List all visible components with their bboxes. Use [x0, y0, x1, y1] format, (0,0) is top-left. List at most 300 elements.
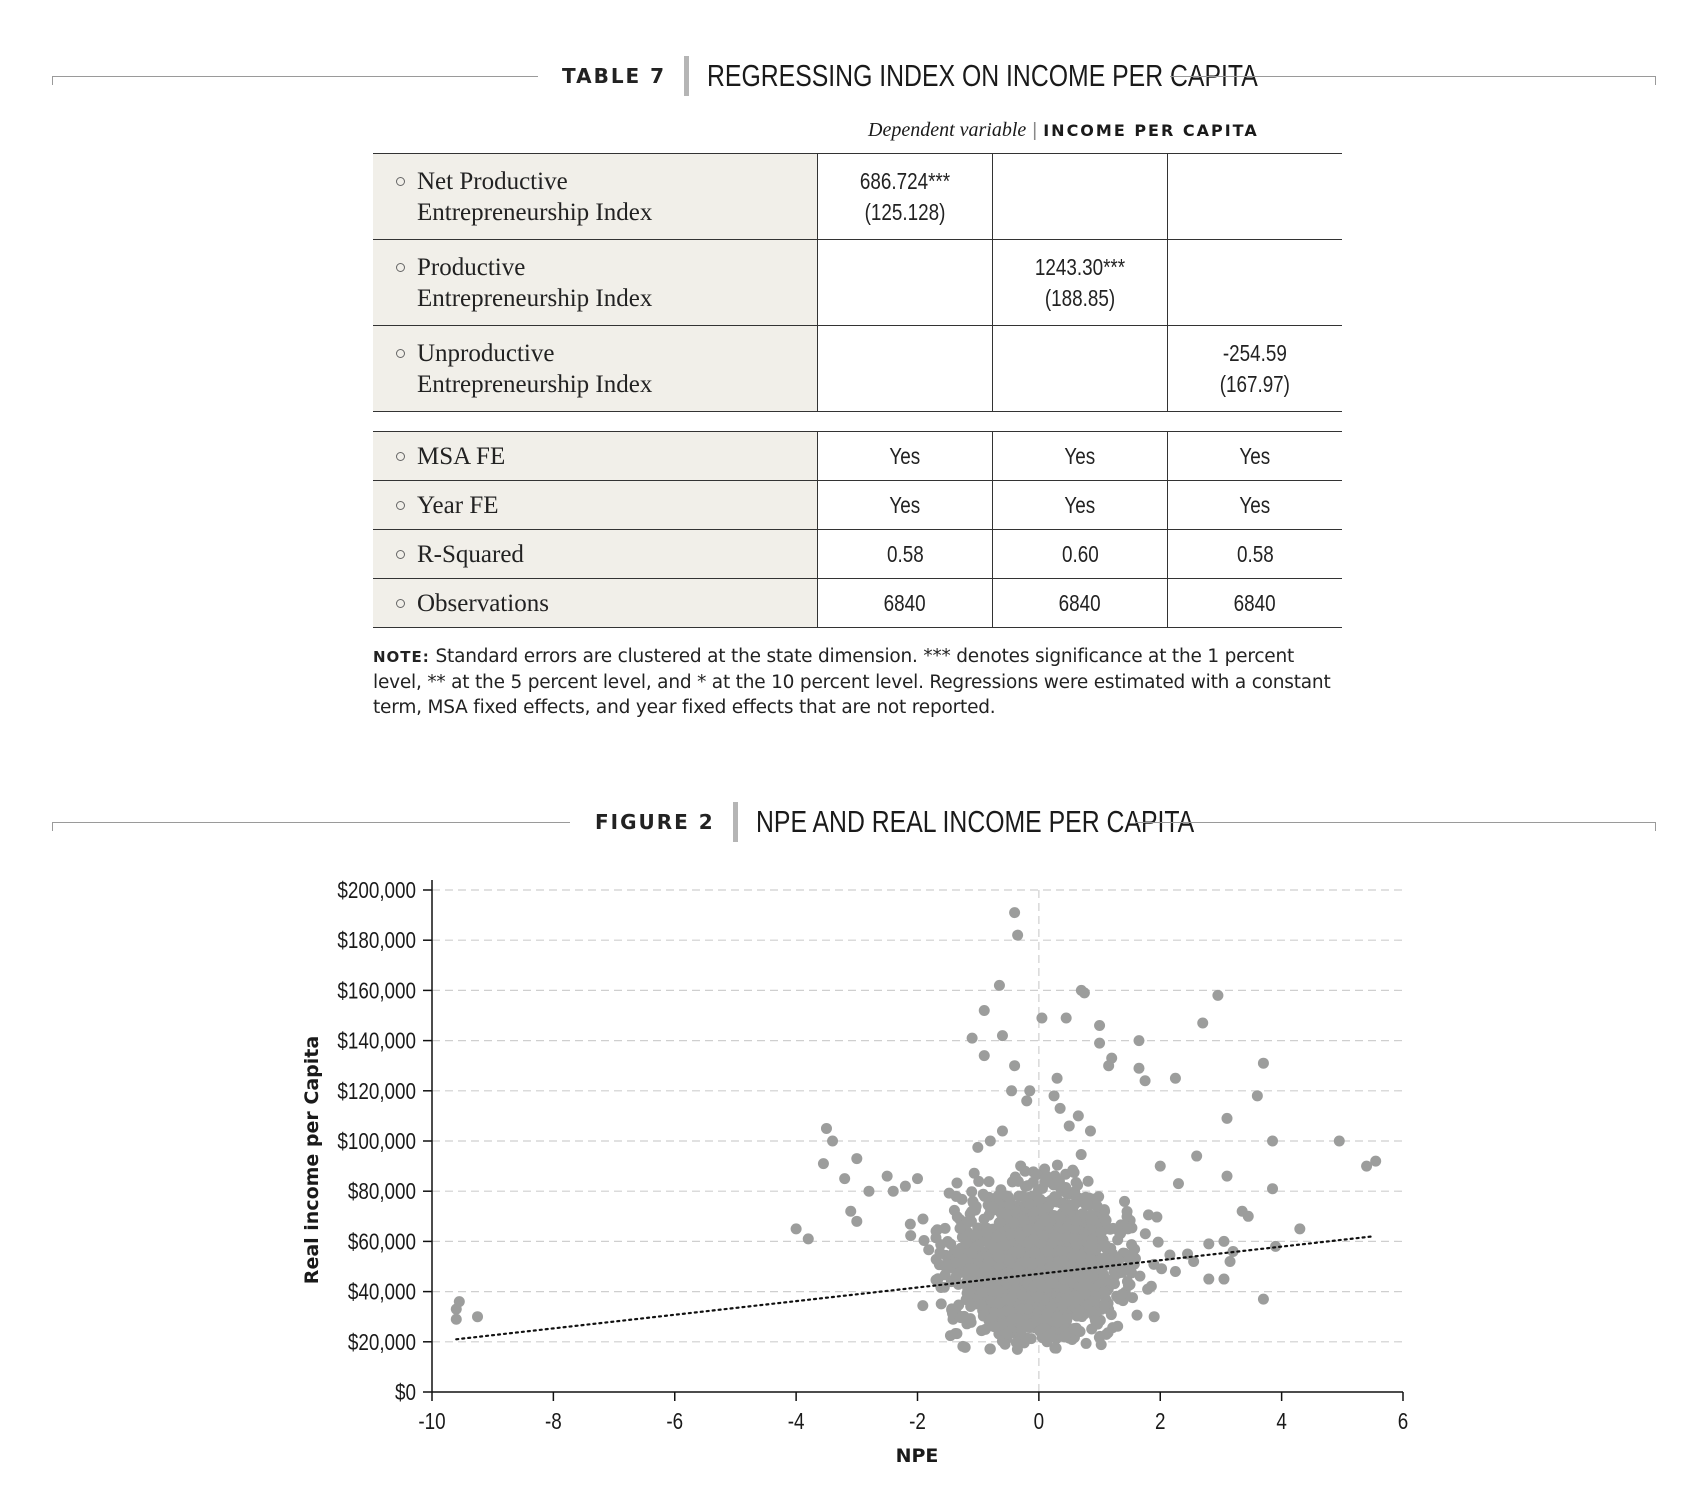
scatter-point [983, 1200, 994, 1211]
scatter-point [961, 1237, 972, 1248]
scatter-point [1107, 1249, 1118, 1260]
scatter-point [1043, 1224, 1054, 1235]
scatter-point [1115, 1228, 1126, 1239]
scatter-point [1025, 1285, 1036, 1296]
scatter-point [1022, 1281, 1033, 1292]
row-label-line1: Net Productive [417, 167, 568, 195]
scatter-point [1066, 1252, 1077, 1263]
scatter-point [998, 1216, 1009, 1227]
scatter-point [1023, 1249, 1034, 1260]
scatter-point [1045, 1256, 1056, 1267]
scatter-point [1063, 1249, 1074, 1260]
scatter-point [980, 1265, 991, 1276]
scatter-point [995, 1297, 1006, 1308]
scatter-point [1011, 1283, 1022, 1294]
scatter-point [1050, 1272, 1061, 1283]
dependent-variable-label: Dependent variable [868, 119, 1027, 141]
scatter-point [1014, 1266, 1025, 1277]
scatter-point [1098, 1300, 1109, 1311]
scatter-point [1013, 1261, 1024, 1272]
scatter-point [1029, 1269, 1040, 1280]
scatter-point [1010, 1274, 1021, 1285]
scatter-point [995, 1236, 1006, 1247]
scatter-point [1031, 1273, 1042, 1284]
scatter-point [1014, 1247, 1025, 1258]
scatter-point [1014, 1264, 1025, 1275]
scatter-point [1045, 1263, 1056, 1274]
scatter-point [1008, 1237, 1019, 1248]
scatter-point [1068, 1280, 1079, 1291]
scatter-point [1018, 1214, 1029, 1225]
scatter-point [1054, 1182, 1065, 1193]
scatter-point [1021, 1257, 1032, 1268]
row-label-line1: Unproductive [417, 339, 555, 367]
scatter-point [1370, 1156, 1381, 1167]
scatter-point [1002, 1318, 1013, 1329]
scatter-point [1065, 1258, 1076, 1269]
scatter-point [1063, 1221, 1074, 1232]
scatter-point [1044, 1230, 1055, 1241]
scatter-point [1044, 1271, 1055, 1282]
scatter-point [999, 1229, 1010, 1240]
scatter-point [1018, 1285, 1029, 1296]
scatter-point [1082, 1211, 1093, 1222]
scatter-point [863, 1186, 874, 1197]
scatter-point [1017, 1212, 1028, 1223]
scatter-point [997, 1220, 1008, 1231]
scatter-point [1085, 1252, 1096, 1263]
scatter-point [1083, 1253, 1094, 1264]
scatter-point [1076, 1238, 1087, 1249]
scatter-point [1076, 985, 1087, 996]
scatter-point [1099, 1300, 1110, 1311]
scatter-point [1007, 1233, 1018, 1244]
scatter-point [1072, 1256, 1083, 1267]
scatter-point [965, 1301, 976, 1312]
scatter-point [1061, 1312, 1072, 1323]
scatter-point [996, 1220, 1007, 1231]
scatter-point [1062, 1278, 1073, 1289]
scatter-point [989, 1292, 1000, 1303]
scatter-point [1103, 1298, 1114, 1309]
scatter-point [957, 1341, 968, 1352]
scatter-point [996, 1235, 1007, 1246]
scatter-point [1072, 1288, 1083, 1299]
standard-error: (167.97) [1219, 370, 1291, 397]
scatter-point [1024, 1308, 1035, 1319]
scatter-point [1041, 1291, 1052, 1302]
scatter-point [1063, 1236, 1074, 1247]
scatter-point [1021, 1253, 1032, 1264]
scatter-point [1027, 1268, 1038, 1279]
scatter-point [1087, 1234, 1098, 1245]
scatter-point [1062, 1271, 1073, 1282]
scatter-point [1074, 1279, 1085, 1290]
scatter-point [1096, 1339, 1107, 1350]
scatter-point [1011, 1324, 1022, 1335]
scatter-point [1015, 1216, 1026, 1227]
scatter-point [1016, 1326, 1027, 1337]
scatter-point [1097, 1254, 1108, 1265]
scatter-point [970, 1205, 981, 1216]
scatter-point [1023, 1257, 1034, 1268]
scatter-point [1021, 1095, 1032, 1106]
scatter-point [1019, 1249, 1030, 1260]
scatter-point [1028, 1317, 1039, 1328]
scatter-point [1043, 1221, 1054, 1232]
scatter-point [1203, 1238, 1214, 1249]
scatter-point [1170, 1073, 1181, 1084]
scatter-point [997, 1243, 1008, 1254]
table-note [373, 644, 1333, 720]
scatter-point [1032, 1280, 1043, 1291]
scatter-point [1018, 1252, 1029, 1263]
scatter-point [1164, 1249, 1175, 1260]
scatter-point [955, 1312, 966, 1323]
scatter-point [1058, 1267, 1069, 1278]
scatter-point [454, 1296, 465, 1307]
scatter-point [1013, 1268, 1024, 1279]
scatter-point [1042, 1253, 1053, 1264]
scatter-point [976, 1293, 987, 1304]
scatter-point [1094, 1229, 1105, 1240]
scatter-point [1027, 1286, 1038, 1297]
scatter-point [1006, 1277, 1017, 1288]
scatter-point [1028, 1246, 1039, 1257]
scatter-point [1061, 1281, 1072, 1292]
scatter-point [1005, 1255, 1016, 1266]
scatter-point [1009, 1262, 1020, 1273]
scatter-point [1075, 1250, 1086, 1261]
scatter-point [1081, 1338, 1092, 1349]
scatter-point [1089, 1297, 1100, 1308]
scatter-point [964, 1242, 975, 1253]
scatter-point [1091, 1311, 1102, 1322]
scatter-point [1057, 1219, 1068, 1230]
scatter-point [935, 1239, 946, 1250]
scatter-point [1058, 1282, 1069, 1293]
scatter-point [1007, 1313, 1018, 1324]
scatter-point [1037, 1255, 1048, 1266]
scatter-point [1008, 1224, 1019, 1235]
scatter-point [951, 1178, 962, 1189]
scatter-point [1048, 1212, 1059, 1223]
scatter-point [1014, 1257, 1025, 1268]
scatter-point [1042, 1244, 1053, 1255]
scatter-point [1097, 1268, 1108, 1279]
scatter-point [1079, 1234, 1090, 1245]
scatter-point [1055, 1212, 1066, 1223]
scatter-point [1034, 1272, 1045, 1283]
scatter-point [1024, 1211, 1035, 1222]
scatter-point [1042, 1318, 1053, 1329]
scatter-point [1060, 1239, 1071, 1250]
scatter-point [1081, 1276, 1092, 1287]
scatter-point [1033, 1272, 1044, 1283]
scatter-point [917, 1213, 928, 1224]
scatter-point [1025, 1274, 1036, 1285]
scatter-point [1023, 1281, 1034, 1292]
scatter-point [1035, 1283, 1046, 1294]
scatter-point [1052, 1253, 1063, 1264]
scatter-point [1034, 1256, 1045, 1267]
scatter-point [1035, 1294, 1046, 1305]
scatter-point [1005, 1275, 1016, 1286]
scatter-point [1134, 1271, 1145, 1282]
scatter-point [1026, 1241, 1037, 1252]
scatter-point [1049, 1213, 1060, 1224]
scatter-point [1036, 1200, 1047, 1211]
scatter-point [1065, 1238, 1076, 1249]
scatter-point [1085, 1125, 1096, 1136]
scatter-point [999, 1223, 1010, 1234]
scatter-point [1062, 1271, 1073, 1282]
scatter-point [997, 1298, 1008, 1309]
scatter-point [1009, 1060, 1020, 1071]
scatter-point [1088, 1261, 1099, 1272]
scatter-point [1047, 1238, 1058, 1249]
scatter-point [1026, 1312, 1037, 1323]
scatter-point [1086, 1288, 1097, 1299]
scatter-point [1040, 1313, 1051, 1324]
scatter-point [1051, 1284, 1062, 1295]
scatter-point [1058, 1283, 1069, 1294]
scatter-point [1078, 1260, 1089, 1271]
scatter-point [1093, 1218, 1104, 1229]
scatter-point [997, 1245, 1008, 1256]
scatter-point [1016, 1249, 1027, 1260]
scatter-point [1074, 1235, 1085, 1246]
scatter-point [1028, 1226, 1039, 1237]
scatter-point [1034, 1266, 1045, 1277]
scatter-point [1023, 1247, 1034, 1258]
y-tick-label: $80,000 [347, 1179, 416, 1205]
scatter-point [1088, 1214, 1099, 1225]
scatter-point [1012, 930, 1023, 941]
scatter-point [1085, 1266, 1096, 1277]
scatter-point [1066, 1279, 1077, 1290]
scatter-point [1072, 1197, 1083, 1208]
scatter-point [1028, 1234, 1039, 1245]
scatter-point [1045, 1266, 1056, 1277]
scatter-point [1066, 1239, 1077, 1250]
scatter-point [1051, 1273, 1062, 1284]
scatter-point [1011, 1337, 1022, 1348]
scatter-point [1064, 1120, 1075, 1131]
scatter-point [1052, 1223, 1063, 1234]
scatter-point [1018, 1256, 1029, 1267]
scatter-point [1072, 1255, 1083, 1266]
scatter-point [1059, 1276, 1070, 1287]
scatter-point [1067, 1261, 1078, 1272]
scatter-point [1031, 1228, 1042, 1239]
scatter-point [1059, 1291, 1070, 1302]
scatter-point [999, 1335, 1010, 1346]
scatter-point [1203, 1274, 1214, 1285]
scatter-point [1030, 1197, 1041, 1208]
scatter-point [1004, 1258, 1015, 1269]
scatter-point [981, 1236, 992, 1247]
scatter-point [1037, 1270, 1048, 1281]
scatter-point [1050, 1292, 1061, 1303]
scatter-point [1025, 1259, 1036, 1270]
scatter-point [1048, 1277, 1059, 1288]
scatter-point [1086, 1306, 1097, 1317]
scatter-point [989, 1298, 1000, 1309]
scatter-point [1009, 1254, 1020, 1265]
stat-value: Yes [1064, 442, 1096, 469]
scatter-point [932, 1224, 943, 1235]
scatter-point [1014, 1227, 1025, 1238]
scatter-point [912, 1173, 923, 1184]
scatter-point [1004, 1246, 1015, 1257]
scatter-point [1066, 1262, 1077, 1273]
scatter-point [1117, 1251, 1128, 1262]
scatter-point [1058, 1272, 1069, 1283]
scatter-point [1069, 1307, 1080, 1318]
scatter-point [1049, 1231, 1060, 1242]
scatter-point [1151, 1212, 1162, 1223]
scatter-point [1035, 1281, 1046, 1292]
scatter-point [1044, 1258, 1055, 1269]
scatter-point [1054, 1263, 1065, 1274]
scatter-point [1007, 1236, 1018, 1247]
scatter-point [1029, 1241, 1040, 1252]
scatter-point [1061, 1013, 1072, 1024]
scatter-point [996, 1266, 1007, 1277]
scatter-point [983, 1192, 994, 1203]
scatter-point [1014, 1265, 1025, 1276]
scatter-point [952, 1247, 963, 1258]
scatter-point [1058, 1234, 1069, 1245]
scatter-point [1051, 1265, 1062, 1276]
scatter-point [1066, 1259, 1077, 1270]
scatter-point [1063, 1268, 1074, 1279]
scatter-point [1058, 1268, 1069, 1279]
scatter-point [1048, 1257, 1059, 1268]
scatter-point [1073, 1245, 1084, 1256]
scatter-point [1031, 1271, 1042, 1282]
coefficient-cell [1168, 154, 1343, 240]
scatter-point [1046, 1251, 1057, 1262]
scatter-point [1057, 1276, 1068, 1287]
scatter-point [1044, 1269, 1055, 1280]
scatter-point [1008, 1205, 1019, 1216]
scatter-point [1042, 1247, 1053, 1258]
scatter-point [1045, 1286, 1056, 1297]
scatter-point [981, 1252, 992, 1263]
scatter-point [1087, 1241, 1098, 1252]
scatter-point [1040, 1300, 1051, 1311]
scatter-point [1034, 1252, 1045, 1263]
scatter-point [1010, 1279, 1021, 1290]
scatter-point [1082, 1239, 1093, 1250]
scatter-point [1030, 1293, 1041, 1304]
scatter-point [1039, 1163, 1050, 1174]
scatter-point [1063, 1256, 1074, 1267]
scatter-point [965, 1298, 976, 1309]
scatter-point [989, 1245, 1000, 1256]
scatter-point [1069, 1332, 1080, 1343]
scatter-point [1068, 1290, 1079, 1301]
scatter-point [1024, 1270, 1035, 1281]
scatter-point [992, 1283, 1003, 1294]
scatter-point [1011, 1286, 1022, 1297]
scatter-point [1054, 1240, 1065, 1251]
scatter-point [1052, 1271, 1063, 1282]
scatter-point [931, 1274, 942, 1285]
scatter-point [1006, 1266, 1017, 1277]
scatter-point [1005, 1267, 1016, 1278]
scatter-point [965, 1252, 976, 1263]
scatter-point [1103, 1327, 1114, 1338]
scatter-point [1063, 1256, 1074, 1267]
scatter-point [1055, 1282, 1066, 1293]
scatter-point [1066, 1309, 1077, 1320]
scatter-point [1036, 1205, 1047, 1216]
header-rule-right [1136, 822, 1656, 823]
scatter-point [1081, 1259, 1092, 1270]
scatter-point [1074, 1255, 1085, 1266]
scatter-point [1033, 1250, 1044, 1261]
scatter-point [1045, 1269, 1056, 1280]
scatter-point [1044, 1250, 1055, 1261]
coefficient-cell [993, 240, 1168, 326]
scatter-point [1070, 1266, 1081, 1277]
scatter-point [1059, 1274, 1070, 1285]
scatter-point [988, 1229, 999, 1240]
scatter-point [1044, 1241, 1055, 1252]
scatter-point [1031, 1250, 1042, 1261]
scatter-point [1047, 1321, 1058, 1332]
scatter-point [1006, 1230, 1017, 1241]
scatter-point [1065, 1299, 1076, 1310]
scatter-point [977, 1305, 988, 1316]
scatter-point [1006, 1239, 1017, 1250]
scatter-point [1035, 1280, 1046, 1291]
scatter-point [1042, 1245, 1053, 1256]
scatter-point [1080, 1267, 1091, 1278]
scatter-point [971, 1258, 982, 1269]
scatter-point [1104, 1243, 1115, 1254]
scatter-point [1015, 1249, 1026, 1260]
scatter-point [1021, 1248, 1032, 1259]
scatter-point [1071, 1294, 1082, 1305]
scatter-point [1153, 1237, 1164, 1248]
scatter-point [1030, 1272, 1041, 1283]
scatter-point [1036, 1292, 1047, 1303]
scatter-point [1016, 1260, 1027, 1271]
scatter-point [986, 1313, 997, 1324]
scatter-point [1012, 1201, 1023, 1212]
scatter-point [1055, 1265, 1066, 1276]
scatter-point [1073, 1286, 1084, 1297]
scatter-point [1060, 1296, 1071, 1307]
scatter-point [943, 1257, 954, 1268]
scatter-point [1054, 1243, 1065, 1254]
scatter-point [971, 1201, 982, 1212]
scatter-point [1173, 1178, 1184, 1189]
scatter-point [1252, 1090, 1263, 1101]
scatter-point [1094, 1210, 1105, 1221]
scatter-point [1054, 1270, 1065, 1281]
scatter-point [1025, 1288, 1036, 1299]
scatter-point [1020, 1200, 1031, 1211]
scatter-point [1022, 1211, 1033, 1222]
scatter-point [1030, 1263, 1041, 1274]
scatter-point [966, 1216, 977, 1227]
scatter-point [1036, 1296, 1047, 1307]
